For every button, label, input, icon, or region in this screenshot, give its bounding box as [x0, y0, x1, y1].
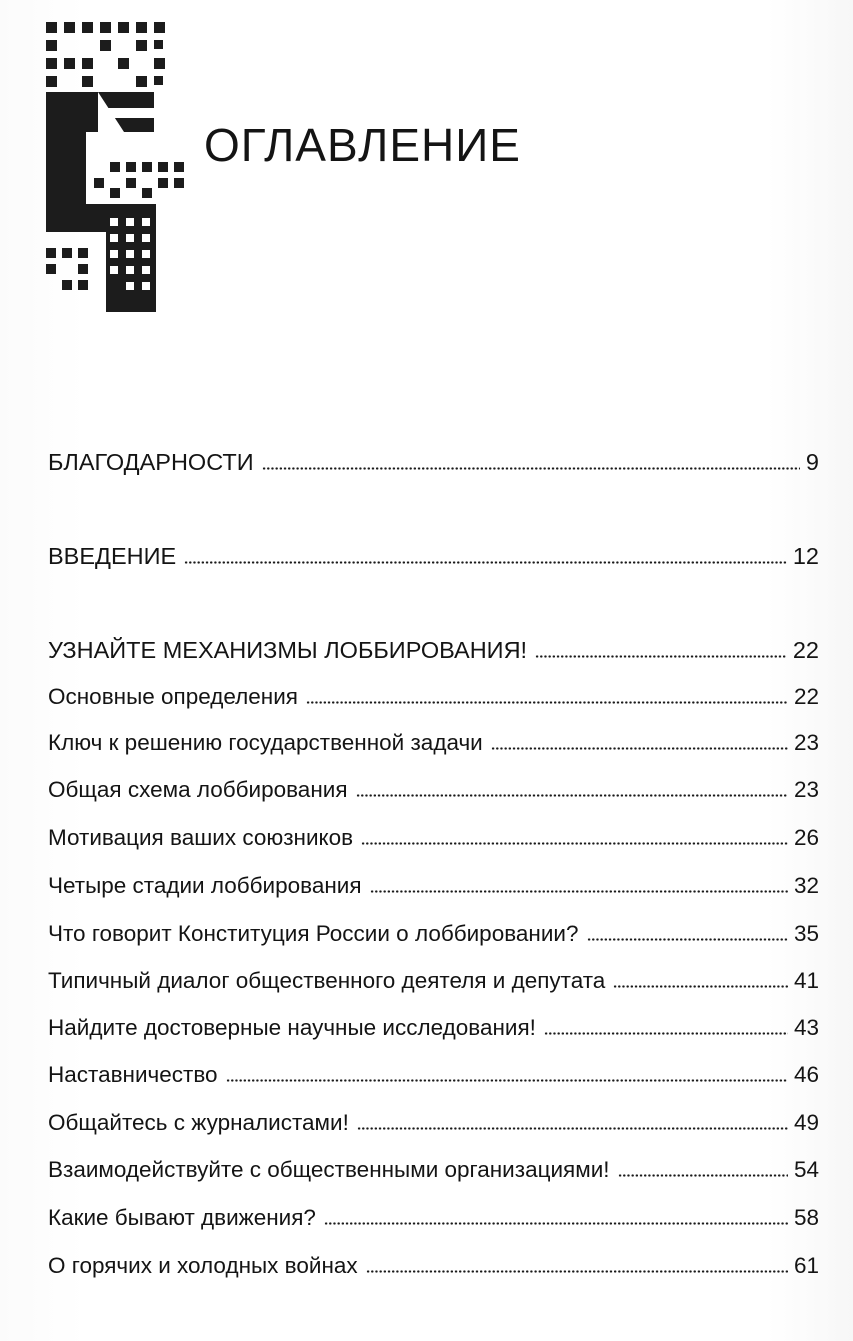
- dot-leader: [184, 561, 787, 564]
- toc-entry-title: Что говорит Конституция России о лоббировании?: [48, 921, 579, 946]
- toc-entry-title: ВВЕДЕНИЕ: [48, 543, 177, 569]
- toc-entry-title: БЛАГОДАРНОСТИ: [48, 449, 254, 475]
- toc-entry-page-number: 23: [793, 777, 819, 802]
- toc-entry-page-number: 41: [793, 968, 819, 993]
- toc-entry: [48, 720, 819, 756]
- toc-entry-page-number: 54: [793, 1157, 819, 1182]
- toc-entry-title: О горячих и холодных войнах: [48, 1253, 358, 1278]
- dot-leader: [262, 467, 800, 470]
- toc-entry: [48, 1147, 819, 1183]
- toc-entry-title: Четыре стадии лоббирования: [48, 873, 362, 898]
- dot-leader: [613, 985, 788, 988]
- toc-entry-page-number: 9: [805, 449, 819, 475]
- toc-entry-page-number: 61: [793, 1253, 819, 1278]
- toc-entry: [48, 534, 819, 570]
- page-title: ОГЛАВЛЕНИЕ: [204, 119, 521, 171]
- toc-entry-title: УЗНАЙТЕ МЕХАНИЗМЫ ЛОББИРОВАНИЯ!: [48, 637, 528, 663]
- dot-leader: [324, 1222, 788, 1225]
- dot-leader: [357, 1127, 788, 1130]
- dot-leader: [618, 1174, 788, 1177]
- toc-entry-page-number: 49: [793, 1110, 819, 1135]
- toc-entry-page-number: 12: [792, 543, 819, 569]
- toc-entry-page-number: 43: [793, 1015, 819, 1040]
- toc-entry: [48, 863, 819, 899]
- toc-entry-page-number: 32: [793, 873, 819, 898]
- dot-leader: [356, 794, 788, 797]
- toc-entry: [48, 1005, 819, 1041]
- toc-entry: [48, 911, 819, 947]
- dot-leader: [587, 938, 788, 941]
- toc-entry-page-number: 23: [793, 730, 819, 755]
- toc-entry-title: Найдите достоверные научные исследования!: [48, 1015, 536, 1040]
- dot-leader: [366, 1270, 788, 1273]
- toc-entry: [48, 1100, 819, 1136]
- toc-entry-title: Ключ к решению государственной задачи: [48, 730, 483, 755]
- toc-entry-page-number: 22: [792, 637, 819, 663]
- toc-entry-title: Основные определения: [48, 684, 298, 709]
- chapter-logo-icon: [46, 22, 196, 312]
- toc-entry: [48, 958, 819, 994]
- dot-leader: [535, 655, 787, 658]
- dot-leader: [544, 1032, 788, 1035]
- toc-entry-page-number: 58: [793, 1205, 819, 1230]
- toc-entry: [48, 1052, 819, 1088]
- dot-leader: [361, 842, 788, 845]
- toc-entry-page-number: 22: [793, 684, 819, 709]
- toc-entry-title: Общая схема лоббирования: [48, 777, 348, 802]
- toc-entry: [48, 1195, 819, 1231]
- toc-entry-page-number: 35: [793, 921, 819, 946]
- toc-entry: [48, 767, 819, 803]
- toc-entry-title: Мотивация ваших союзников: [48, 825, 354, 850]
- dot-leader: [306, 701, 788, 704]
- dot-leader: [226, 1079, 788, 1082]
- toc-entry: [48, 1243, 819, 1279]
- toc-entry: [48, 628, 819, 664]
- toc-entry-title: Какие бывают движения?: [48, 1205, 316, 1230]
- toc-entry: [48, 674, 819, 710]
- toc-entry-title: Взаимодействуйте с общественными организациями!: [48, 1157, 610, 1182]
- toc-entry-page-number: 46: [793, 1062, 819, 1087]
- toc-entry-page-number: 26: [793, 825, 819, 850]
- toc-entry: [48, 815, 819, 851]
- toc-entry: [48, 440, 819, 476]
- dot-leader: [370, 890, 788, 893]
- dot-leader: [491, 747, 788, 750]
- toc-entry-title: Наставничество: [48, 1062, 218, 1087]
- toc-entry-title: Общайтесь с журналистами!: [48, 1110, 349, 1135]
- toc-entry-title: Типичный диалог общественного деятеля и депутата: [48, 968, 606, 993]
